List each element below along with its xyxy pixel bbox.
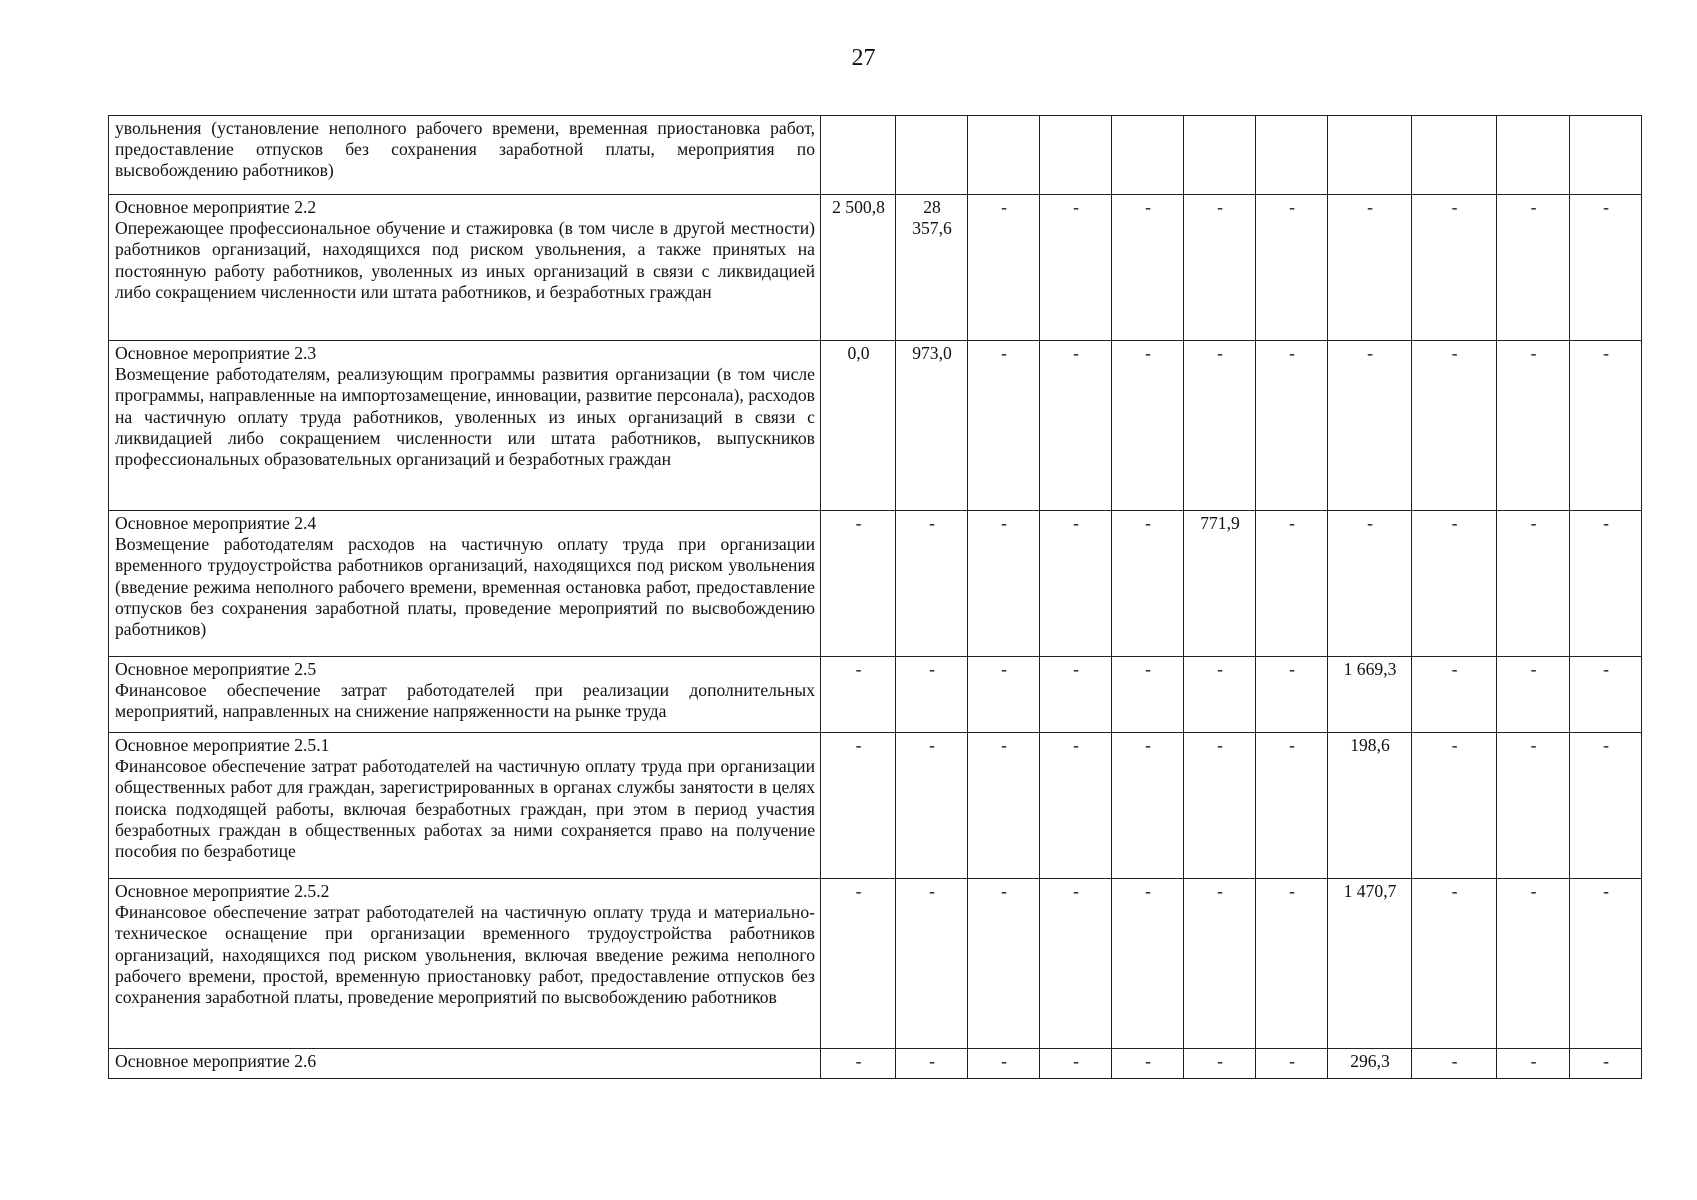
value-cell: - — [968, 879, 1040, 1049]
value-cell: - — [1412, 511, 1497, 657]
measure-text: Возмещение работодателям расходов на частичную оплату труда при организации временного трудоустройства работников организаций, находящихся под риском увольнения (введение режима неполного рабочего времени, временная остановка работ, предоставление отпусков без сохранения заработной платы, проведение мероприятий по высвобождению работников) — [115, 534, 815, 640]
value-cell: - — [1256, 511, 1328, 657]
value-cell: - — [1570, 341, 1642, 511]
value-cell: - — [1256, 733, 1328, 879]
value-cell: - — [1497, 657, 1570, 733]
value-cell: - — [1040, 341, 1112, 511]
value-cell: - — [896, 511, 968, 657]
value-cell — [1184, 116, 1256, 195]
table-row — [109, 511, 1642, 657]
measure-description-cell — [109, 511, 821, 657]
table-row — [109, 195, 1642, 341]
measure-name: Основное мероприятие 2.3 — [115, 343, 317, 363]
value-cell: - — [1112, 341, 1184, 511]
value-cell: - — [1412, 1049, 1497, 1079]
value-cell: - — [1328, 511, 1412, 657]
value-cell: - — [821, 511, 896, 657]
value-cell: - — [1412, 657, 1497, 733]
value-cell: - — [1328, 195, 1412, 341]
value-cell: - — [1112, 657, 1184, 733]
value-cell: - — [1570, 195, 1642, 341]
measure-description-cell — [109, 1049, 821, 1079]
value-cell: - — [1256, 657, 1328, 733]
value-cell: - — [968, 511, 1040, 657]
value-cell: - — [1412, 733, 1497, 879]
value-cell: - — [896, 879, 968, 1049]
value-cell: - — [1112, 879, 1184, 1049]
value-cell — [821, 116, 896, 195]
value-cell: - — [1570, 879, 1642, 1049]
page-number: 27 — [851, 45, 876, 71]
value-cell: - — [1184, 1049, 1256, 1079]
measure-text: Финансовое обеспечение затрат работодателей при реализации дополнительных мероприятий, направленных на снижение напряженности на рынке труда — [115, 680, 815, 722]
value-cell: - — [1497, 195, 1570, 341]
value-cell: - — [1184, 657, 1256, 733]
value-cell: - — [968, 733, 1040, 879]
value-cell: - — [968, 341, 1040, 511]
table-body — [109, 116, 1642, 1079]
value-cell: - — [1256, 1049, 1328, 1079]
measure-text: Финансовое обеспечение затрат работодателей на частичную оплату труда и материально-техническое оснащение при организации временного трудоустройства работников организаций, находящихся под риском увольнения, включая введение режима неполного рабочего времени, простой, временную приостановку работ, предоставление отпусков без сохранения заработной платы, проведение мероприятий по высвобождению работников — [115, 902, 815, 1008]
measure-description-cell — [109, 879, 821, 1049]
value-cell: - — [968, 657, 1040, 733]
measure-name: Основное мероприятие 2.6 — [115, 1051, 317, 1071]
value-cell: - — [1256, 195, 1328, 341]
measure-text: Возмещение работодателям, реализующим программы развития организации (в том числе программы, направленные на импортозамещение, инновации, развитие персонала), расходов на частичную оплату труда работников, уволенных из иных организаций в связи с ликвидацией либо сокращением численности или штата работников, выпускников профессиональных образовательных организаций и безработных граждан — [115, 364, 815, 470]
value-cell: 198,6 — [1328, 733, 1412, 879]
table-row — [109, 116, 1642, 195]
value-cell: 1 669,3 — [1328, 657, 1412, 733]
value-cell: - — [1570, 511, 1642, 657]
measure-description-cell — [109, 116, 821, 195]
value-cell: - — [1112, 1049, 1184, 1079]
value-cell: - — [821, 657, 896, 733]
value-cell — [1040, 116, 1112, 195]
measure-name: Основное мероприятие 2.5.1 — [115, 735, 330, 755]
measure-name: Основное мероприятие 2.5 — [115, 659, 317, 679]
value-cell: - — [1570, 657, 1642, 733]
measure-text: Финансовое обеспечение затрат работодателей на частичную оплату труда при организации общественных работ для граждан, зарегистрированных в органах службы занятости в целях поиска подходящей работы, включая безработных граждан, при этом в период участия безработных граждан в общественных работах за ними сохраняется право на получение пособия по безработице — [115, 756, 815, 862]
value-cell — [1497, 116, 1570, 195]
value-cell — [968, 116, 1040, 195]
funding-table — [108, 115, 1642, 1079]
table-row — [109, 733, 1642, 879]
table-row — [109, 1049, 1642, 1079]
table-row — [109, 879, 1642, 1049]
value-cell: - — [1040, 879, 1112, 1049]
table-row — [109, 341, 1642, 511]
value-cell: - — [1497, 341, 1570, 511]
value-cell: - — [821, 1049, 896, 1079]
value-cell — [1256, 116, 1328, 195]
value-cell: - — [1112, 511, 1184, 657]
value-cell: - — [1040, 733, 1112, 879]
value-cell — [1328, 116, 1412, 195]
value-cell: - — [1256, 879, 1328, 1049]
value-cell: 296,3 — [1328, 1049, 1412, 1079]
measure-name: Основное мероприятие 2.2 — [115, 197, 317, 217]
value-cell — [1412, 116, 1497, 195]
value-cell: - — [968, 1049, 1040, 1079]
measure-description-cell — [109, 195, 821, 341]
value-cell: - — [896, 733, 968, 879]
value-cell: - — [821, 879, 896, 1049]
value-cell: - — [1184, 733, 1256, 879]
value-cell: - — [1570, 1049, 1642, 1079]
value-cell: - — [1040, 511, 1112, 657]
value-cell: 973,0 — [896, 341, 968, 511]
value-cell: - — [1256, 341, 1328, 511]
value-cell — [1570, 116, 1642, 195]
value-cell: - — [1497, 879, 1570, 1049]
value-cell — [896, 116, 968, 195]
value-cell: - — [1184, 195, 1256, 341]
value-cell: 1 470,7 — [1328, 879, 1412, 1049]
value-cell: - — [1112, 195, 1184, 341]
value-cell: 0,0 — [821, 341, 896, 511]
measure-description-cell — [109, 733, 821, 879]
value-cell: - — [896, 657, 968, 733]
value-cell: - — [1412, 195, 1497, 341]
measure-text: Опережающее профессиональное обучение и стажировка (в том числе в другой местности) работников организаций, находящихся под риском увольнения, а также принятых на постоянную работу работников, уволенных из иных организаций в связи с ликвидацией либо сокращением численности или штата работников, и безработных граждан — [115, 218, 815, 302]
measure-description-cell — [109, 341, 821, 511]
value-cell: - — [968, 195, 1040, 341]
value-cell: - — [1570, 733, 1642, 879]
measure-description-cell — [109, 657, 821, 733]
value-cell: - — [1412, 341, 1497, 511]
measure-name: Основное мероприятие 2.4 — [115, 513, 317, 533]
value-cell: 28 357,6 — [896, 195, 968, 341]
value-cell: - — [1328, 341, 1412, 511]
value-cell: - — [1497, 1049, 1570, 1079]
value-cell: - — [821, 733, 896, 879]
value-cell: 2 500,8 — [821, 195, 896, 341]
value-cell: - — [896, 1049, 968, 1079]
value-cell: - — [1184, 341, 1256, 511]
value-cell: - — [1412, 879, 1497, 1049]
value-cell — [1112, 116, 1184, 195]
table-row — [109, 657, 1642, 733]
value-cell: - — [1112, 733, 1184, 879]
value-cell: 771,9 — [1184, 511, 1256, 657]
value-cell: - — [1497, 733, 1570, 879]
measure-name: Основное мероприятие 2.5.2 — [115, 881, 330, 901]
value-cell: - — [1040, 1049, 1112, 1079]
measure-text: увольнения (установление неполного рабочего времени, временная приостановка работ, предоставление отпусков без сохранения заработной платы, мероприятия по высвобождению работников) — [115, 118, 815, 181]
value-cell: - — [1040, 657, 1112, 733]
value-cell: - — [1497, 511, 1570, 657]
value-cell: - — [1184, 879, 1256, 1049]
value-cell: - — [1040, 195, 1112, 341]
